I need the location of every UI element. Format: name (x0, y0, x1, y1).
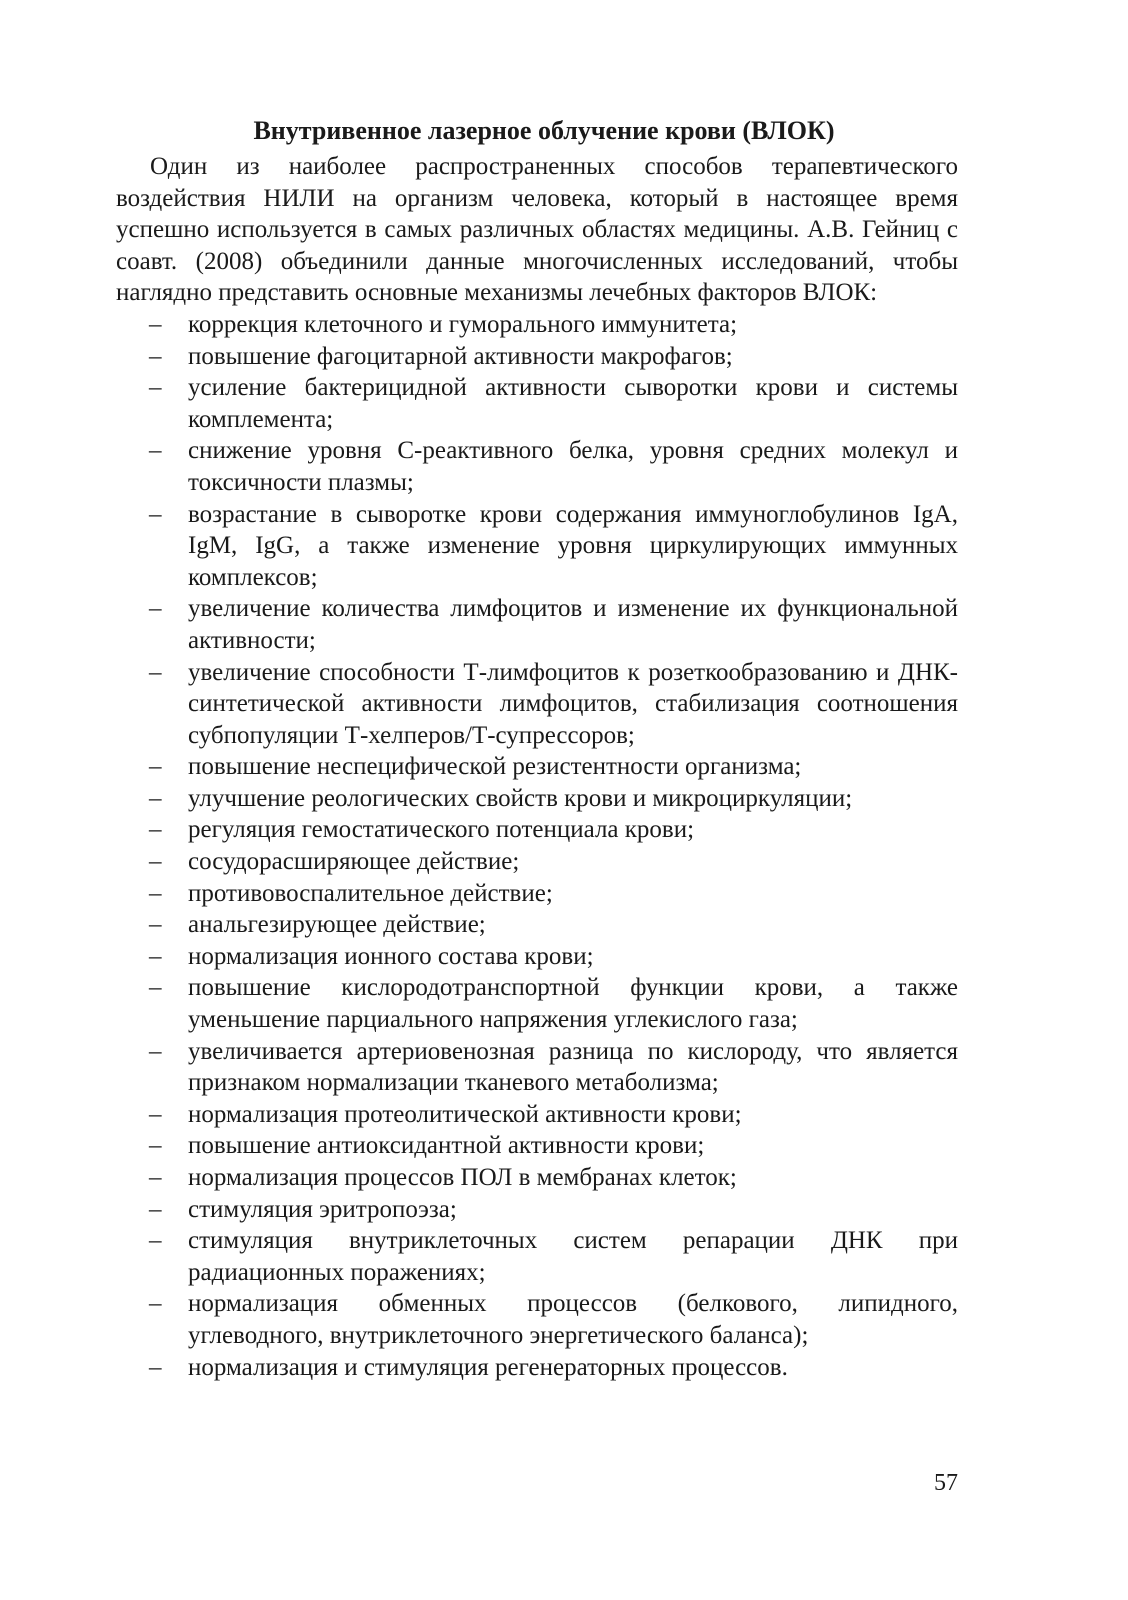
list-item-text: нормализация и стимуляция регенераторных процессов. (188, 1353, 788, 1381)
list-item-text: возрастание в сыворотке крови содержания иммуноглобулинов IgA, IgM, IgG, а также изменение уровня циркулирующих иммунных комплексов; (188, 500, 958, 591)
section-title: Внутривенное лазерное облучение крови (ВЛОК) (253, 116, 835, 145)
list-item-text: повышение неспецифической резистентности организма; (188, 753, 802, 781)
list-item (116, 1130, 958, 1162)
list-bullet: – (149, 784, 162, 812)
list-bullet: – (149, 658, 162, 686)
list-item (116, 499, 958, 594)
list-item (116, 1194, 958, 1226)
list-item (116, 1036, 958, 1099)
list-bullet: – (149, 1037, 162, 1065)
list-item-text: нормализация процессов ПОЛ в мембранах клеток; (188, 1164, 737, 1191)
list-item (116, 846, 958, 878)
list-item (116, 372, 958, 435)
list-item (116, 593, 958, 656)
list-bullet: – (149, 974, 162, 1002)
list-item-text: улучшение реологических свойств крови и микроциркуляции; (188, 784, 853, 812)
list-item (116, 909, 958, 941)
list-item (116, 941, 958, 973)
list-bullet: – (149, 753, 162, 781)
list-item-text: стимуляция внутриклеточных систем репарации ДНК при радиационных поражениях; (188, 1227, 958, 1286)
page-number: 57 (934, 1470, 958, 1496)
list-item-text: регуляция гемостатического потенциала крови; (188, 816, 695, 844)
list-bullet: – (149, 1164, 162, 1191)
list-item-text: коррекция клеточного и гуморального иммунитета; (188, 310, 738, 338)
list-item-text: повышение кислородотранспортной функции крови, а также уменьшение парциального напряжения углекислого газа; (188, 974, 958, 1034)
list-bullet: – (149, 1132, 162, 1160)
list-item-text: нормализация ионного состава крови; (188, 942, 594, 970)
page-content (116, 114, 958, 1383)
list-item (116, 435, 958, 498)
list-bullet: – (149, 437, 162, 465)
list-item-text: нормализация протеолитической активности крови; (188, 1100, 742, 1128)
list-item-text: сосудорасширяющее действие; (188, 848, 520, 876)
list-bullet: – (149, 1227, 162, 1255)
list-bullet: – (149, 1195, 162, 1223)
list-item (116, 972, 958, 1035)
list-item (116, 878, 958, 910)
list-item-text: повышение антиоксидантной активности крови; (188, 1132, 705, 1160)
list-bullet: – (149, 1100, 162, 1128)
list-bullet: – (149, 816, 162, 844)
list-bullet: – (149, 374, 162, 402)
list-item-text: стимуляция эритропоэза; (188, 1195, 457, 1223)
list-bullet: – (149, 848, 162, 876)
list-item (116, 751, 958, 783)
list-bullet: – (149, 342, 162, 370)
list-item-text: усиление бактерицидной активности сыворотки крови и системы комплемента; (188, 374, 958, 433)
list-item (116, 309, 958, 341)
list-bullet: – (149, 595, 162, 623)
list-bullet: – (149, 310, 162, 338)
list-item (116, 783, 958, 815)
list-item-text: нормализация обменных процессов (белкового, липидного, углеводного, внутриклеточного энергетического баланса); (188, 1290, 958, 1349)
list-item (116, 657, 958, 752)
list-item-text: увеличение способности Т-лимфоцитов к розеткообразованию и ДНК-синтетической активности лимфоцитов, стабилизация соотношения субпопуляции Т-хелперов/Т-супрессоров; (188, 658, 958, 749)
list-item (116, 814, 958, 846)
list-item (116, 1288, 958, 1351)
list-item-text: увеличивается артериовенозная разница по кислороду, что является признаком нормализации тканевого метаболизма; (188, 1037, 958, 1097)
list-bullet: – (149, 911, 162, 939)
intro-paragraph: Один из наиболее распространенных способов терапевтического воздействия НИЛИ на организм человека, который в настоящее время успешно используется в самых различных областях медицины. А.В. Гейниц с соавт. (2008) объединили данные многочисленных исследований, чтобы наглядно представить основные механизмы лечебных факторов ВЛОК: (116, 153, 958, 307)
list-item (116, 1352, 958, 1384)
list-bullet: – (149, 879, 162, 907)
list-item-text: снижение уровня С-реактивного белка, уровня средних молекул и токсичности плазмы; (188, 437, 958, 496)
list-item-text: увеличение количества лимфоцитов и изменение их функциональной активности; (188, 595, 958, 654)
list-bullet: – (149, 500, 162, 528)
mechanisms-list (116, 309, 958, 1383)
list-bullet: – (149, 942, 162, 970)
list-item-text: анальгезирующее действие; (188, 911, 486, 939)
list-item (116, 341, 958, 373)
list-item (116, 1162, 958, 1194)
list-item (116, 1099, 958, 1131)
list-bullet: – (149, 1290, 162, 1318)
list-item (116, 1225, 958, 1288)
list-item-text: противовоспалительное действие; (188, 879, 553, 907)
list-item-text: повышение фагоцитарной активности макрофагов; (188, 342, 733, 370)
list-bullet: – (149, 1353, 162, 1381)
